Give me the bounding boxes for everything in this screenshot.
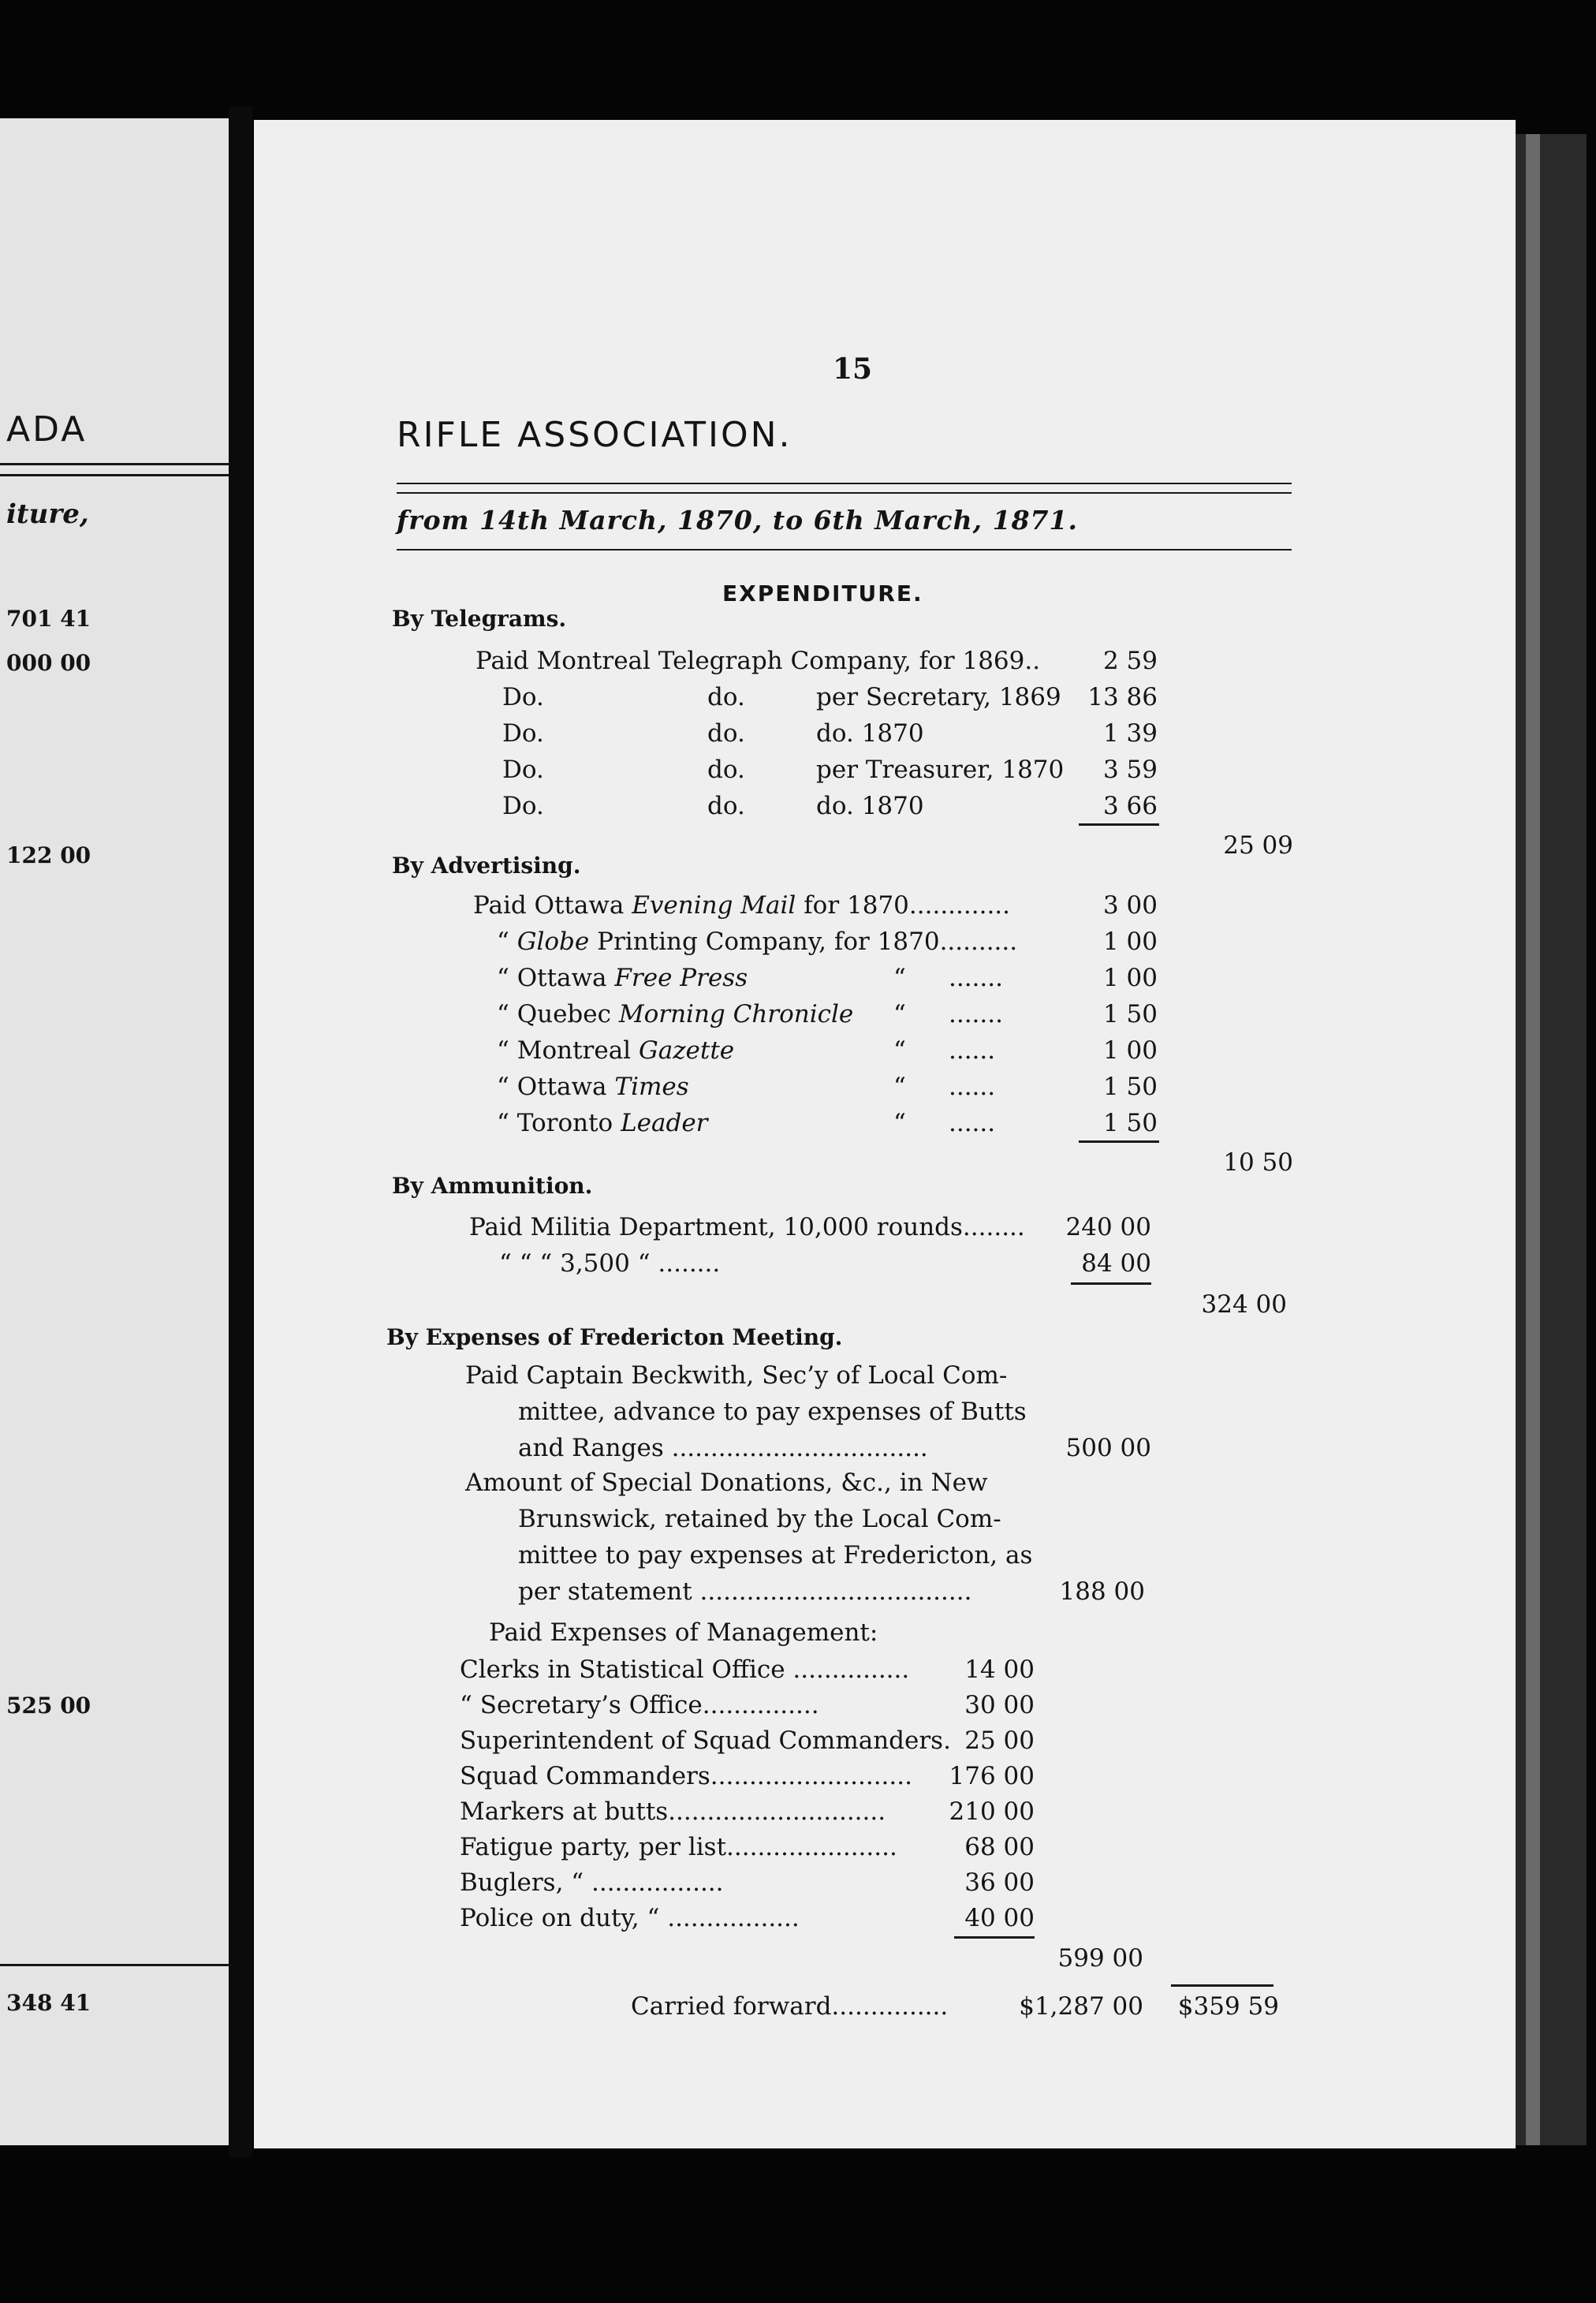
amount-cell: 3 00: [1102, 891, 1158, 920]
left-fragment-text: 701 41: [6, 606, 91, 632]
advertising-row-label: “ Ottawa Times: [497, 1073, 689, 1101]
left-rule: [0, 463, 229, 465]
amount-cell: 10 50: [1223, 1148, 1293, 1177]
leader-dots: ......: [949, 1073, 996, 1101]
ditto-mark: “: [497, 1073, 517, 1101]
telegram-row-detail: per Treasurer, 1870: [816, 756, 1065, 784]
telegram-row-label: Do.: [502, 792, 544, 820]
telegram-row-do: do.: [707, 719, 745, 748]
left-fragment-text: 348 41: [6, 1990, 91, 2016]
amount-cell: 68 00: [964, 1833, 1035, 1861]
page-title: RIFLE ASSOCIATION.: [397, 415, 792, 455]
publication-name: Times: [614, 1073, 689, 1101]
publication-name: Leader: [621, 1109, 708, 1137]
telegram-row-label: Paid Montreal Telegraph Company, for 1869..: [475, 647, 1041, 675]
amount-cell: 1 00: [1102, 964, 1158, 992]
ditto-mark: “: [893, 1109, 906, 1137]
left-fragment-text: 122 00: [6, 842, 91, 868]
leader-dots: ......: [949, 1109, 996, 1137]
amount-cell: 30 00: [964, 1691, 1035, 1719]
amount-cell: 1 50: [1102, 1000, 1158, 1028]
donations-line: Amount of Special Donations, &c., in New: [465, 1469, 988, 1497]
amount-cell: $359 59: [1177, 1992, 1279, 2021]
advertising-row-label: Paid Ottawa Evening Mail for 1870.............: [473, 891, 1011, 920]
section-telegrams: By Telegrams.: [392, 606, 567, 632]
carried-forward-label: Carried forward...............: [631, 1992, 949, 2021]
amount-cell: 40 00: [964, 1904, 1035, 1932]
management-row-label: Squad Commanders..........................: [460, 1762, 912, 1790]
amount-cell: 1 50: [1102, 1073, 1158, 1101]
page-subtitle: from 14th March, 1870, to 6th March, 1871.: [397, 505, 1078, 536]
amount-cell: 3 66: [1102, 792, 1158, 820]
telegram-row-label: Do.: [502, 756, 544, 784]
advertising-row-label: “ Ottawa Free Press: [497, 964, 748, 992]
ditto-mark: “: [497, 1036, 517, 1065]
publication-name: Globe: [516, 928, 590, 956]
amount-cell: 25 00: [964, 1726, 1035, 1755]
management-row-label: Clerks in Statistical Office ...............: [460, 1655, 910, 1684]
amount-cell: 176 00: [949, 1762, 1035, 1790]
ditto-mark: “: [497, 928, 517, 956]
ammunition-row-label: “ “ “ 3,500 “ ........: [499, 1249, 721, 1278]
leader-dots: .......: [949, 964, 1003, 992]
management-row-label: Police on duty, “ .................: [460, 1904, 800, 1932]
beckwith-line: and Ranges .................................: [518, 1434, 928, 1462]
ditto-mark: “: [893, 964, 906, 992]
management-row-label: Superintendent of Squad Commanders.: [460, 1726, 951, 1755]
amount-cell: 14 00: [964, 1655, 1035, 1684]
telegram-row-label: Do.: [502, 683, 544, 711]
ditto-mark: “: [497, 964, 517, 992]
publication-name: Gazette: [638, 1036, 735, 1065]
donations-line: mittee to pay expenses at Fredericton, as: [518, 1541, 1033, 1570]
advertising-row-label: “ Montreal Gazette: [497, 1036, 735, 1065]
advertising-row-label: “ Quebec Morning Chronicle: [497, 1000, 854, 1028]
amount-cell: 13 86: [1087, 683, 1158, 711]
title-rule: [397, 483, 1292, 484]
ditto-mark: “: [893, 1073, 906, 1101]
amount-cell: 324 00: [1201, 1290, 1287, 1319]
telegram-row-detail: per Secretary, 1869: [816, 683, 1061, 711]
left-fragment-text: 525 00: [6, 1693, 91, 1719]
publication-name: Morning Chronicle: [618, 1000, 854, 1028]
subtotal-rule: [954, 1936, 1035, 1939]
management-heading: Paid Expenses of Management:: [489, 1618, 878, 1647]
subtotal-rule: [1171, 1984, 1273, 1987]
donations-line: Brunswick, retained by the Local Com-: [518, 1505, 1001, 1533]
amount-cell: 25 09: [1223, 831, 1293, 860]
page-number: 15: [833, 353, 873, 386]
amount-cell: 3 59: [1102, 756, 1158, 784]
telegram-row-label: Do.: [502, 719, 544, 748]
amount-cell: $1,287 00: [1019, 1992, 1143, 2021]
management-row-label: Fatigue party, per list......................: [460, 1833, 897, 1861]
amount-cell: 599 00: [1057, 1944, 1143, 1973]
amount-cell: 500 00: [1065, 1434, 1151, 1462]
subtitle-rule: [397, 549, 1292, 551]
book-gutter: [229, 106, 252, 2157]
left-fragment-text: iture,: [6, 498, 89, 530]
left-rule: [0, 1964, 229, 1966]
amount-cell: 1 50: [1102, 1109, 1158, 1137]
beckwith-line: Paid Captain Beckwith, Sec’y of Local Com-: [465, 1361, 1008, 1390]
telegram-row-do: do.: [707, 756, 745, 784]
amount-cell: 240 00: [1065, 1213, 1151, 1241]
leader-dots: ......: [949, 1036, 996, 1065]
amount-cell: 1 39: [1102, 719, 1158, 748]
ditto-mark: “: [497, 1000, 517, 1028]
management-row-label: Markers at butts............................: [460, 1797, 886, 1826]
left-rule: [0, 474, 229, 476]
management-row-label: Buglers, “ .................: [460, 1868, 724, 1897]
telegram-row-detail: do. 1870: [816, 719, 924, 748]
page-edge-highlight: [1526, 134, 1540, 2145]
management-row-label: “ Secretary’s Office...............: [460, 1691, 819, 1719]
amount-cell: 210 00: [949, 1797, 1035, 1826]
ammunition-row-label: Paid Militia Department, 10,000 rounds........: [469, 1213, 1025, 1241]
subtotal-rule: [1071, 1282, 1151, 1285]
section-ammunition: By Ammunition.: [392, 1173, 593, 1199]
advertising-row-label: “ Toronto Leader: [497, 1109, 708, 1137]
telegram-row-do: do.: [707, 792, 745, 820]
amount-cell: 1 00: [1102, 928, 1158, 956]
amount-cell: 188 00: [1059, 1577, 1145, 1606]
amount-cell: 1 00: [1102, 1036, 1158, 1065]
left-fragment-text: 000 00: [6, 650, 91, 676]
publication-name: Evening Mail: [632, 891, 796, 920]
publication-name: Free Press: [614, 964, 748, 992]
title-rule: [397, 492, 1292, 494]
beckwith-line: mittee, advance to pay expenses of Butts: [518, 1398, 1027, 1426]
subtotal-rule: [1079, 823, 1159, 826]
ditto-mark: “: [893, 1036, 906, 1065]
section-fredericton: By Expenses of Fredericton Meeting.: [386, 1324, 843, 1350]
amount-cell: 36 00: [964, 1868, 1035, 1897]
amount-cell: 2 59: [1102, 647, 1158, 675]
subtotal-rule: [1079, 1140, 1159, 1143]
amount-cell: 84 00: [1081, 1249, 1151, 1278]
ditto-mark: “: [893, 1000, 906, 1028]
ditto-mark: “: [497, 1109, 517, 1137]
section-advertising: By Advertising.: [392, 853, 581, 879]
telegram-row-detail: do. 1870: [816, 792, 924, 820]
left-fragment-text: ADA: [6, 409, 88, 450]
telegram-row-do: do.: [707, 683, 745, 711]
leader-dots: .......: [949, 1000, 1003, 1028]
section-heading: EXPENDITURE.: [722, 580, 923, 607]
advertising-row-label: “ Globe Printing Company, for 1870..........: [497, 928, 1018, 956]
donations-line: per statement ...................................: [518, 1577, 972, 1606]
